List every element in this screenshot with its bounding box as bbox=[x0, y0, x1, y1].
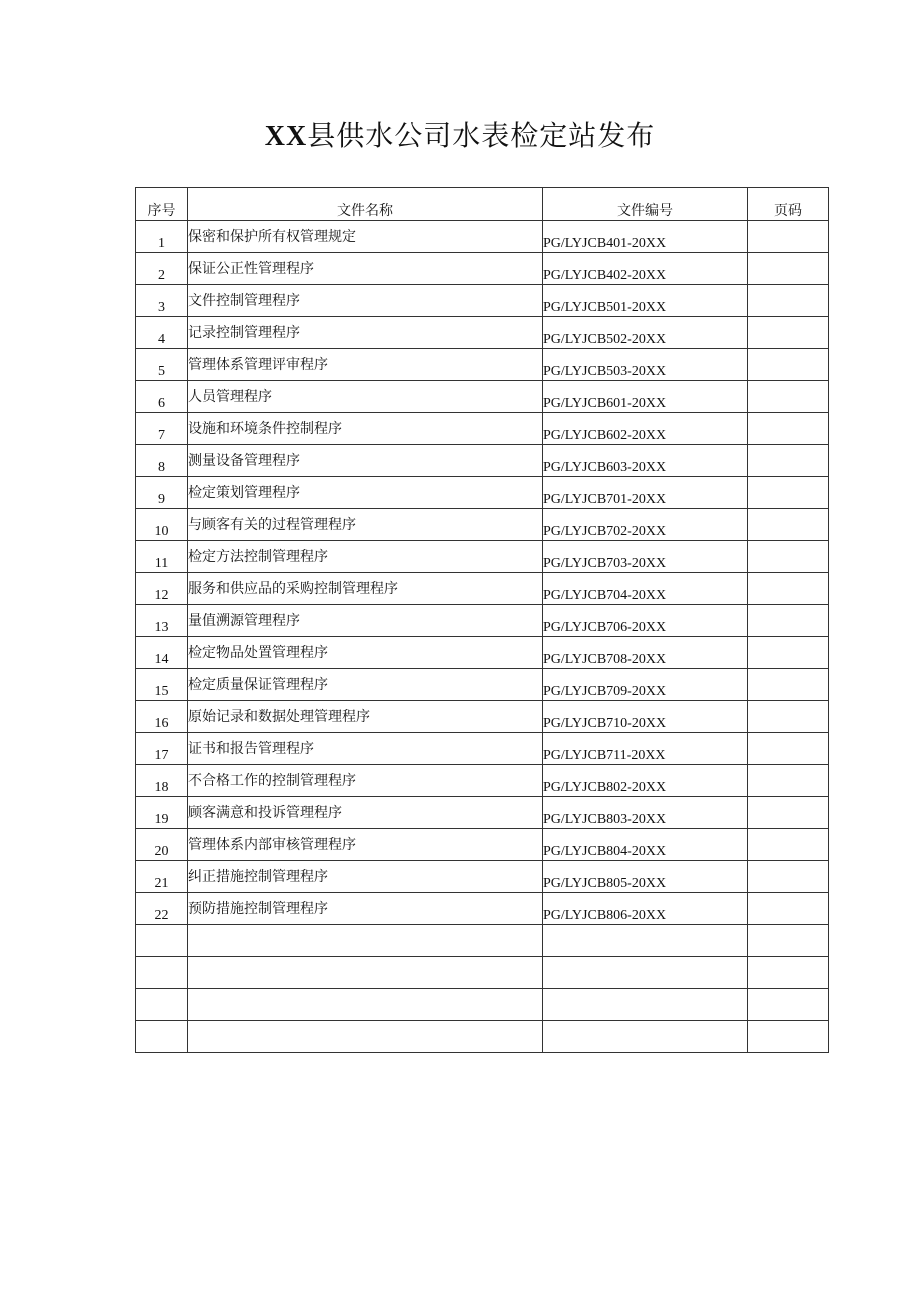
cell-code: PG/LYJCB802-20XX bbox=[543, 765, 748, 797]
cell-no: 20 bbox=[136, 829, 188, 861]
cell-name: 管理体系管理评审程序 bbox=[188, 349, 543, 381]
cell-name: 保证公正性管理程序 bbox=[188, 253, 543, 285]
cell-code: PG/LYJCB502-20XX bbox=[543, 317, 748, 349]
cell-no: 2 bbox=[136, 253, 188, 285]
cell-no: 16 bbox=[136, 701, 188, 733]
cell-no: 18 bbox=[136, 765, 188, 797]
cell-page bbox=[748, 541, 829, 573]
cell-no bbox=[136, 989, 188, 1021]
cell-code: PG/LYJCB706-20XX bbox=[543, 605, 748, 637]
document-index-table bbox=[135, 187, 829, 1053]
table-row bbox=[136, 573, 829, 605]
cell-name: 检定方法控制管理程序 bbox=[188, 541, 543, 573]
table-header-row bbox=[136, 188, 829, 221]
cell-no: 22 bbox=[136, 893, 188, 925]
cell-page bbox=[748, 221, 829, 253]
table-row bbox=[136, 765, 829, 797]
cell-name: 原始记录和数据处理管理程序 bbox=[188, 701, 543, 733]
cell-no: 1 bbox=[136, 221, 188, 253]
cell-page bbox=[748, 349, 829, 381]
cell-code: PG/LYJCB503-20XX bbox=[543, 349, 748, 381]
cell-no: 15 bbox=[136, 669, 188, 701]
cell-code: PG/LYJCB402-20XX bbox=[543, 253, 748, 285]
cell-name: 纠正措施控制管理程序 bbox=[188, 861, 543, 893]
cell-page bbox=[748, 573, 829, 605]
cell-no: 21 bbox=[136, 861, 188, 893]
cell-name: 保密和保护所有权管理规定 bbox=[188, 221, 543, 253]
cell-page bbox=[748, 861, 829, 893]
header-code: 文件编号 bbox=[543, 188, 748, 221]
cell-page bbox=[748, 317, 829, 349]
cell-name: 文件控制管理程序 bbox=[188, 285, 543, 317]
cell-name bbox=[188, 957, 543, 989]
cell-no bbox=[136, 1021, 188, 1053]
cell-name: 记录控制管理程序 bbox=[188, 317, 543, 349]
cell-no: 10 bbox=[136, 509, 188, 541]
cell-code: PG/LYJCB702-20XX bbox=[543, 509, 748, 541]
table-row bbox=[136, 701, 829, 733]
table-row bbox=[136, 445, 829, 477]
cell-code: PG/LYJCB709-20XX bbox=[543, 669, 748, 701]
table-row bbox=[136, 349, 829, 381]
table-row bbox=[136, 829, 829, 861]
cell-no: 12 bbox=[136, 573, 188, 605]
cell-code: PG/LYJCB704-20XX bbox=[543, 573, 748, 605]
cell-code bbox=[543, 989, 748, 1021]
cell-no: 8 bbox=[136, 445, 188, 477]
table-row bbox=[136, 381, 829, 413]
cell-code: PG/LYJCB603-20XX bbox=[543, 445, 748, 477]
cell-page bbox=[748, 765, 829, 797]
cell-no bbox=[136, 925, 188, 957]
header-page: 页码 bbox=[748, 188, 829, 221]
cell-no: 13 bbox=[136, 605, 188, 637]
cell-page bbox=[748, 253, 829, 285]
cell-code bbox=[543, 925, 748, 957]
cell-code: PG/LYJCB806-20XX bbox=[543, 893, 748, 925]
cell-page bbox=[748, 989, 829, 1021]
cell-name: 设施和环境条件控制程序 bbox=[188, 413, 543, 445]
cell-name: 测量设备管理程序 bbox=[188, 445, 543, 477]
cell-page bbox=[748, 925, 829, 957]
table-row bbox=[136, 253, 829, 285]
cell-name: 顾客满意和投诉管理程序 bbox=[188, 797, 543, 829]
cell-code bbox=[543, 1021, 748, 1053]
cell-no: 5 bbox=[136, 349, 188, 381]
cell-name bbox=[188, 925, 543, 957]
cell-code: PG/LYJCB701-20XX bbox=[543, 477, 748, 509]
cell-page bbox=[748, 445, 829, 477]
cell-code: PG/LYJCB602-20XX bbox=[543, 413, 748, 445]
table-body bbox=[136, 221, 829, 1053]
cell-name: 预防措施控制管理程序 bbox=[188, 893, 543, 925]
document-title-prefix: XX bbox=[264, 121, 308, 152]
cell-code: PG/LYJCB708-20XX bbox=[543, 637, 748, 669]
table-row bbox=[136, 285, 829, 317]
cell-no: 17 bbox=[136, 733, 188, 765]
cell-no: 9 bbox=[136, 477, 188, 509]
cell-code: PG/LYJCB710-20XX bbox=[543, 701, 748, 733]
cell-name: 证书和报告管理程序 bbox=[188, 733, 543, 765]
table-row bbox=[136, 733, 829, 765]
cell-no: 7 bbox=[136, 413, 188, 445]
cell-page bbox=[748, 701, 829, 733]
cell-page bbox=[748, 669, 829, 701]
table-row bbox=[136, 221, 829, 253]
cell-page bbox=[748, 477, 829, 509]
document-title bbox=[0, 116, 920, 157]
cell-name bbox=[188, 989, 543, 1021]
table-row bbox=[136, 669, 829, 701]
table-row bbox=[136, 477, 829, 509]
table-row bbox=[136, 541, 829, 573]
cell-code: PG/LYJCB711-20XX bbox=[543, 733, 748, 765]
cell-page bbox=[748, 605, 829, 637]
cell-code: PG/LYJCB805-20XX bbox=[543, 861, 748, 893]
table-row bbox=[136, 893, 829, 925]
header-name: 文件名称 bbox=[188, 188, 543, 221]
table-row bbox=[136, 797, 829, 829]
table-row bbox=[136, 413, 829, 445]
cell-code: PG/LYJCB501-20XX bbox=[543, 285, 748, 317]
header-no: 序号 bbox=[136, 188, 188, 221]
cell-name: 服务和供应品的采购控制管理程序 bbox=[188, 573, 543, 605]
cell-no: 19 bbox=[136, 797, 188, 829]
cell-page bbox=[748, 285, 829, 317]
table-row bbox=[136, 861, 829, 893]
cell-page bbox=[748, 733, 829, 765]
cell-name: 管理体系内部审核管理程序 bbox=[188, 829, 543, 861]
cell-page bbox=[748, 637, 829, 669]
table-row bbox=[136, 509, 829, 541]
cell-code: PG/LYJCB803-20XX bbox=[543, 797, 748, 829]
cell-code: PG/LYJCB804-20XX bbox=[543, 829, 748, 861]
table-row bbox=[136, 1021, 829, 1053]
cell-no: 11 bbox=[136, 541, 188, 573]
table-row bbox=[136, 605, 829, 637]
cell-name: 量值溯源管理程序 bbox=[188, 605, 543, 637]
table-row bbox=[136, 317, 829, 349]
cell-no: 14 bbox=[136, 637, 188, 669]
cell-page bbox=[748, 829, 829, 861]
cell-name: 检定策划管理程序 bbox=[188, 477, 543, 509]
cell-name: 检定物品处置管理程序 bbox=[188, 637, 543, 669]
cell-no bbox=[136, 957, 188, 989]
cell-code: PG/LYJCB601-20XX bbox=[543, 381, 748, 413]
cell-page bbox=[748, 509, 829, 541]
cell-no: 4 bbox=[136, 317, 188, 349]
cell-page bbox=[748, 797, 829, 829]
cell-code bbox=[543, 957, 748, 989]
table-row bbox=[136, 925, 829, 957]
cell-name: 人员管理程序 bbox=[188, 381, 543, 413]
document-title-text: 县供水公司水表检定站发布 bbox=[307, 119, 656, 152]
cell-page bbox=[748, 381, 829, 413]
cell-code: PG/LYJCB703-20XX bbox=[543, 541, 748, 573]
cell-no: 6 bbox=[136, 381, 188, 413]
cell-page bbox=[748, 893, 829, 925]
table-row bbox=[136, 637, 829, 669]
cell-name: 与顾客有关的过程管理程序 bbox=[188, 509, 543, 541]
table-row bbox=[136, 989, 829, 1021]
cell-page bbox=[748, 1021, 829, 1053]
cell-name: 检定质量保证管理程序 bbox=[188, 669, 543, 701]
cell-no: 3 bbox=[136, 285, 188, 317]
cell-page bbox=[748, 957, 829, 989]
cell-name: 不合格工作的控制管理程序 bbox=[188, 765, 543, 797]
cell-code: PG/LYJCB401-20XX bbox=[543, 221, 748, 253]
table-row bbox=[136, 957, 829, 989]
cell-page bbox=[748, 413, 829, 445]
cell-name bbox=[188, 1021, 543, 1053]
